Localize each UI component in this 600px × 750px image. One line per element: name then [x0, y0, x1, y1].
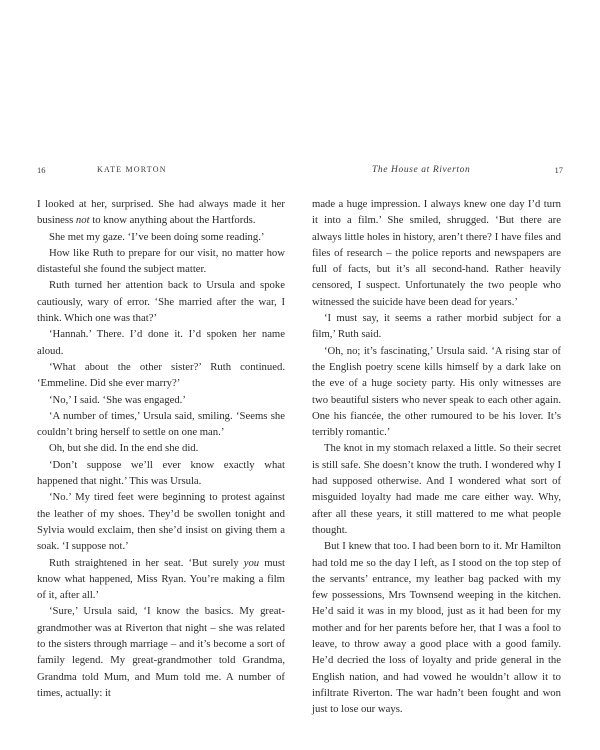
paragraph: But I knew that too. I had been born to it. Mr Hamilton had told me so the day I left, as I stood on the top step of the servants’ entrance, my leather bag packed with my few possessions, Mrs Townsend weeping in the kitchen. He’d said it was in my blood, just as it had been for my mother and for her parents before her, that I was a fool to leave, to throw away a good place with a good family. He’d decried the loss of loyalty and pride general in the English nation, and had vowed he wouldn’t allow it to infiltrate Riverton. The war hadn’t been fought and won just to lose our ways.	[312, 540, 561, 716]
right-page-header	[312, 163, 563, 177]
page-number: 16	[37, 165, 46, 175]
page-number: 17	[554, 165, 563, 175]
paragraph: She met my gaze. ‘I’ve been doing some reading.’	[49, 230, 265, 243]
paragraph: I looked at her, surprised. She had always made it her business not to know anything about the Hartfords.	[37, 198, 285, 227]
left-page-text	[37, 196, 285, 701]
paragraph: ‘No.’ My tired feet were beginning to protest against the leather of my shoes. They’d be swollen tonight and Sylvia would exclaim, then she’d insist on giving them a soak. ‘I suppose not.’	[37, 491, 285, 553]
emphasis: you	[243, 556, 260, 569]
paragraph: ‘What about the other sister?’ Ruth continued. ‘Emmeline. Did she ever marry?’	[37, 360, 285, 390]
paragraph: ‘Don’t suppose we’ll ever know exactly what happened that night.’ This was Ursula.	[37, 458, 285, 488]
paragraph: made a huge impression. I always knew one day I’d turn it into a film.’ She smiled, shrugged. ‘But there are always little holes in history, aren’t there? I have files and files of research – the police reports and newspapers are full of facts, but it’s all second-hand. Rather heavily censored, I suspect. Unfortunately the two people who witnessed the suicide have been dead for years.’	[312, 198, 561, 308]
paragraph: ‘Oh, no; it’s fascinating,’ Ursula said. ‘A rising star of the English poetry scene kills himself by a dark lake on the eve of a huge society party. His only witnesses are two beautiful sisters who never speak to each other again. One his fiancée, the other rumoured to be his lover. It’s terribly romantic.’	[312, 344, 561, 439]
paragraph: Oh, but she did. In the end she did.	[49, 442, 199, 455]
paragraph: Ruth straightened in her seat. ‘But surely you must know what happened, Miss Ryan. You’re making a film of it, after all.’	[37, 556, 285, 602]
emphasis: not	[75, 214, 90, 227]
running-head-author: KATE MORTON	[97, 165, 167, 174]
paragraph: ‘No,’ I said. ‘She was engaged.’	[49, 393, 186, 406]
paragraph: ‘A number of times,’ Ursula said, smiling. ‘Seems she couldn’t bring herself to settle on one man.’	[37, 409, 285, 439]
paragraph: The knot in my stomach relaxed a little. So their secret is still safe. She doesn’t know the truth. I wondered why I had supposed otherwise. And I wondered what sort of misguided loyalty had made me care either way. Why, after all these years, it still mattered to me what people thought.	[312, 442, 561, 536]
paragraph: Ruth turned her attention back to Ursula and spoke cautiously, wary of error. ‘She married after the war, I think. Which one was that?’	[37, 279, 285, 325]
right-page-text	[312, 196, 561, 718]
left-page-header	[37, 163, 288, 177]
paragraph: ‘Hannah.’ There. I’d done it. I’d spoken her name aloud.	[37, 328, 285, 357]
paragraph: ‘Sure,’ Ursula said, ‘I know the basics. My great-grandmother was at Riverton that night – she was related to the sisters through marriage – and it’s become a sort of family legend. My great-grandmother told Grandma, Grandma told Mum, and Mum told me. A number of times, actually: it	[37, 605, 285, 699]
right-page	[300, 0, 600, 750]
running-head-title: The House at Riverton	[372, 165, 471, 175]
paragraph: How like Ruth to prepare for our visit, no matter how distasteful she found the subject matter.	[37, 246, 285, 276]
paragraph: ‘I must say, it seems a rather morbid subject for a film,’ Ruth said.	[312, 312, 561, 341]
